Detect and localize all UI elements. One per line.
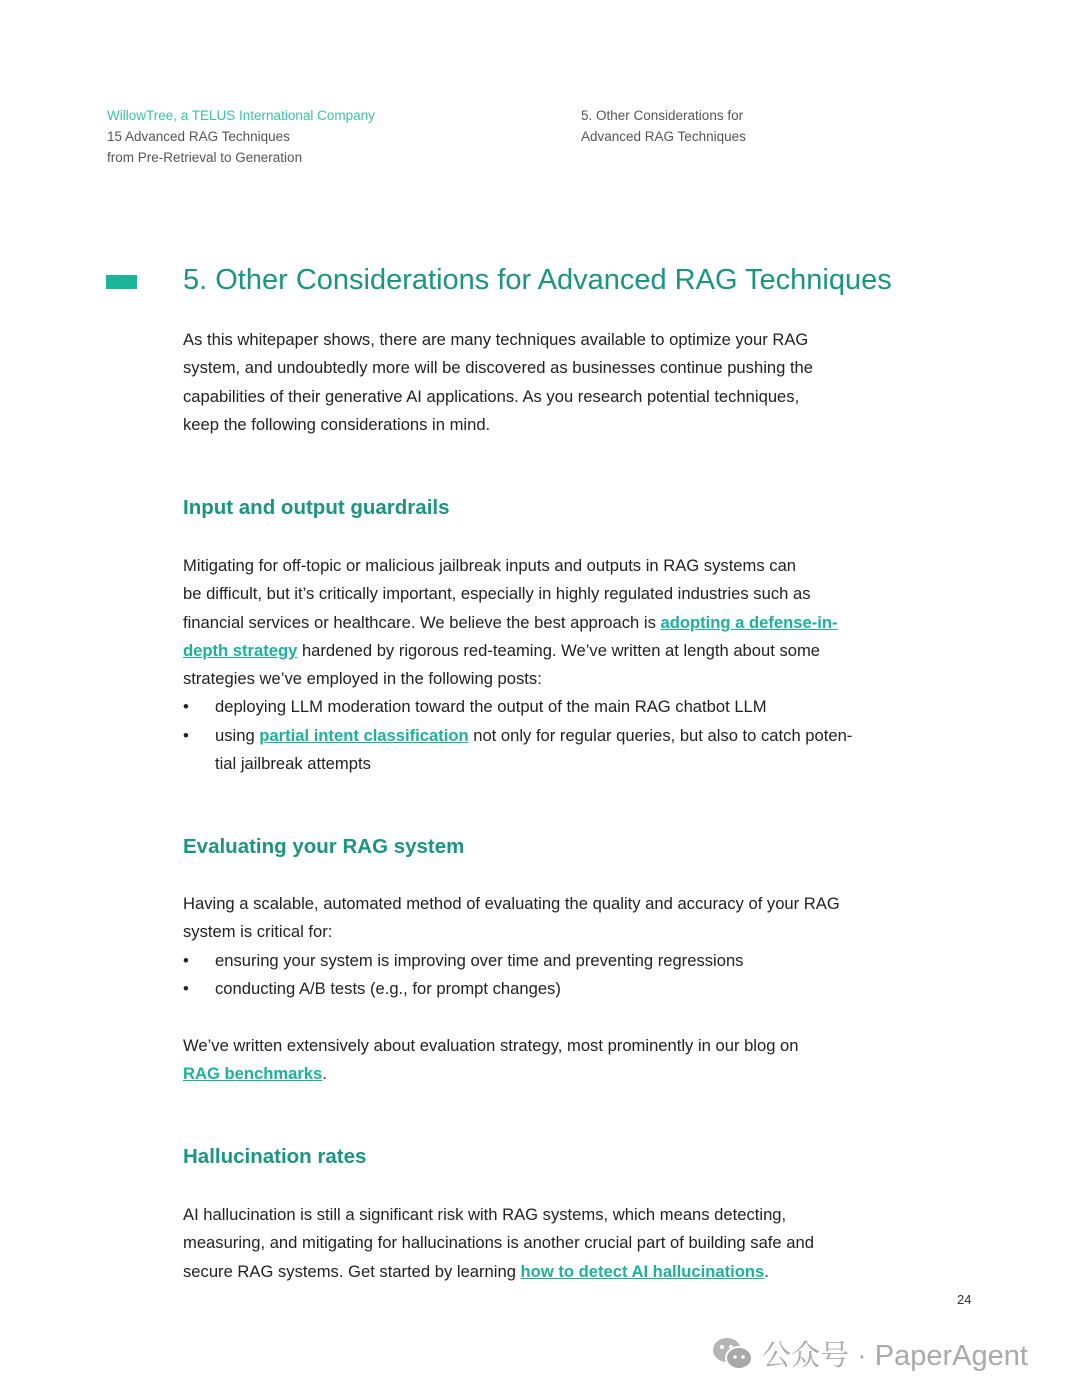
defense-in-depth-link[interactable]: adopting a defense-in- (660, 612, 838, 632)
watermark (712, 1333, 1028, 1374)
text: using (215, 725, 260, 745)
text-line: system, and undoubtedly more will be discovered as businesses continue pushing the (183, 358, 814, 378)
text-line: system is critical for: (183, 922, 333, 942)
text: ensuring your system is improving over time and preventing regressions (215, 950, 744, 970)
doc-subtitle: from Pre-Retrieval to Generation (107, 150, 303, 165)
section-accent-bar (106, 275, 137, 289)
heading-guardrails: Input and output guardrails (183, 496, 450, 519)
text-line: Mitigating for off-topic or malicious jailbreak inputs and outputs in RAG systems can (183, 556, 797, 575)
text-line: tial jailbreak attempts (215, 754, 371, 774)
text-line (183, 609, 903, 637)
text-line (183, 1258, 903, 1286)
text: . (764, 1261, 769, 1281)
partial-intent-classification-link[interactable]: partial intent classification (259, 725, 469, 745)
bullet-icon: • (183, 697, 189, 717)
text-line: Having a scalable, automated method of evaluating the quality and accuracy of your RAG (183, 894, 840, 913)
evaluating-paragraph-2 (183, 1032, 903, 1089)
text-line (183, 637, 903, 665)
text: financial services or healthcare. We believe the best approach is (183, 612, 661, 632)
page-number: 24 (957, 1292, 972, 1307)
text: not only for regular queries, but also to catch poten- (468, 725, 853, 745)
defense-in-depth-link-cont[interactable]: depth strategy (183, 640, 298, 660)
detect-hallucinations-link[interactable]: how to detect AI hallucinations (520, 1261, 765, 1281)
running-header-right (581, 105, 746, 147)
wechat-icon (712, 1337, 754, 1371)
doc-title: 15 Advanced RAG Techniques (107, 129, 290, 144)
text: deploying LLM moderation toward the output of the main RAG chatbot LLM (215, 697, 767, 717)
text: secure RAG systems. Get started by learning (183, 1261, 521, 1281)
list-item (183, 722, 903, 750)
text-line: We’ve written extensively about evaluation strategy, most prominently in our blog on (183, 1036, 799, 1055)
text-line: strategies we’ve employed in the following posts: (183, 669, 542, 689)
text-line: measuring, and mitigating for hallucinations is another crucial part of building safe and (183, 1233, 814, 1253)
heading-hallucination: Hallucination rates (183, 1145, 367, 1168)
intro-paragraph (183, 326, 903, 439)
text-line: keep the following considerations in mind. (183, 414, 491, 434)
list-item (183, 693, 903, 721)
guardrails-paragraph (183, 552, 903, 778)
rag-benchmarks-link[interactable]: RAG benchmarks (183, 1064, 323, 1084)
list-item (183, 947, 903, 975)
text: conducting A/B tests (e.g., for prompt changes) (215, 978, 561, 998)
watermark-text: 公众号 · PaperAgent (762, 1340, 1028, 1372)
section-label: 5. Other Considerations for (581, 108, 744, 123)
text: hardened by rigorous red-teaming. We’ve written at length about some (297, 640, 821, 660)
evaluating-paragraph (183, 890, 903, 1003)
text-line: be difficult, but it’s critically important, especially in highly regulated industries such as (183, 584, 811, 604)
text: . (322, 1064, 327, 1084)
text-line: AI hallucination is still a significant risk with RAG systems, which means detecting, (183, 1205, 787, 1224)
bullet-icon: • (183, 725, 189, 745)
page-title: 5. Other Considerations for Advanced RAG Techniques (183, 264, 892, 296)
text-line: capabilities of their generative AI applications. As you research potential techniques, (183, 386, 800, 406)
hallucination-paragraph (183, 1201, 903, 1286)
bullet-icon: • (183, 950, 189, 970)
text-line (183, 1060, 903, 1088)
text-line: As this whitepaper shows, there are many techniques available to optimize your RAG (183, 330, 809, 349)
section-label-cont: Advanced RAG Techniques (581, 129, 746, 144)
list-item (183, 975, 903, 1003)
brand-name: WillowTree, a TELUS International Company (107, 108, 375, 123)
heading-evaluating: Evaluating your RAG system (183, 835, 465, 858)
bullet-icon: • (183, 978, 189, 998)
running-header-left (107, 105, 375, 168)
